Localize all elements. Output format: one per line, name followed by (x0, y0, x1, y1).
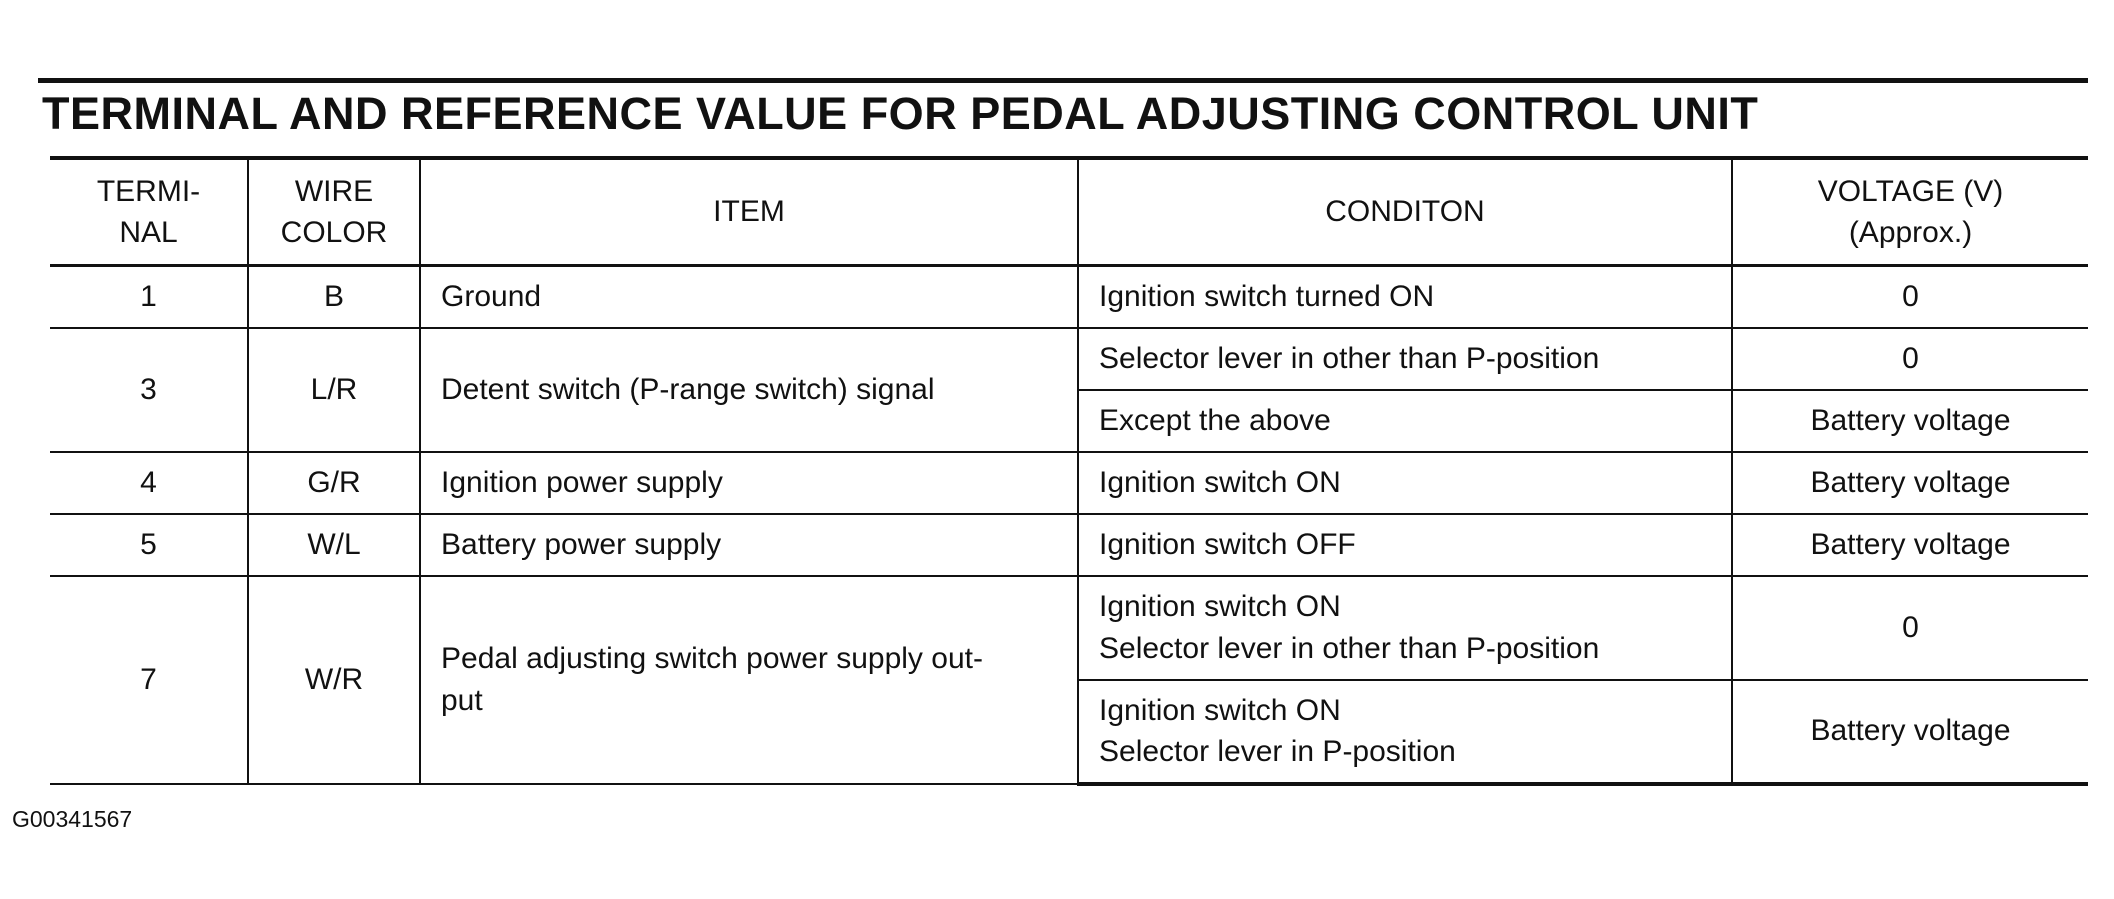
header-condition: CONDITON (1078, 158, 1732, 266)
terminal-cell: 4 (50, 452, 248, 514)
table-row (50, 452, 2088, 514)
item-cell: Ignition power supply (420, 452, 1078, 514)
condition-cell: Selector lever in other than P-position (1078, 328, 1732, 390)
condition-cell: Except the above (1078, 390, 1732, 452)
wire-color-cell: L/R (248, 328, 420, 452)
voltage-cell: Battery voltage (1732, 514, 2088, 576)
terminal-cell: 5 (50, 514, 248, 576)
header-item: ITEM (420, 158, 1078, 266)
voltage-cell: 0 (1732, 266, 2088, 328)
wire-color-cell: W/L (248, 514, 420, 576)
voltage-cell: Battery voltage (1732, 452, 2088, 514)
top-rule (38, 78, 2088, 83)
header-terminal: TERMI- NAL (50, 158, 248, 266)
voltage-cell: Battery voltage (1732, 680, 2088, 784)
table-title: TERMINAL AND REFERENCE VALUE FOR PEDAL ADJUSTING CONTROL UNIT (42, 88, 1759, 139)
header-row (50, 158, 2088, 266)
terminal-cell: 7 (50, 576, 248, 784)
terminal-reference-table (50, 156, 2088, 786)
terminal-cell: 1 (50, 266, 248, 328)
condition-cell: Ignition switch turned ON (1078, 266, 1732, 328)
voltage-cell: 0 (1732, 576, 2088, 680)
header-voltage: VOLTAGE (V) (Approx.) (1732, 158, 2088, 266)
table-row (50, 576, 2088, 680)
wire-color-cell: G/R (248, 452, 420, 514)
terminal-cell: 3 (50, 328, 248, 452)
item-cell: Ground (420, 266, 1078, 328)
table-row (50, 328, 2088, 390)
condition-cell: Ignition switch OFF (1078, 514, 1732, 576)
wire-color-cell: W/R (248, 576, 420, 784)
item-cell: Pedal adjusting switch power supply out- put (420, 576, 1078, 784)
condition-cell: Ignition switch ON Selector lever in P-position (1078, 680, 1732, 784)
condition-cell: Ignition switch ON Selector lever in other than P-position (1078, 576, 1732, 680)
voltage-cell: 0 (1732, 328, 2088, 390)
voltage-cell: Battery voltage (1732, 390, 2088, 452)
figure-code: G00341567 (12, 806, 133, 832)
item-cell: Detent switch (P-range switch) signal (420, 328, 1078, 452)
header-wire-color: WIRE COLOR (248, 158, 420, 266)
wire-color-cell: B (248, 266, 420, 328)
table-row (50, 514, 2088, 576)
table-row (50, 266, 2088, 328)
item-cell: Battery power supply (420, 514, 1078, 576)
condition-cell: Ignition switch ON (1078, 452, 1732, 514)
